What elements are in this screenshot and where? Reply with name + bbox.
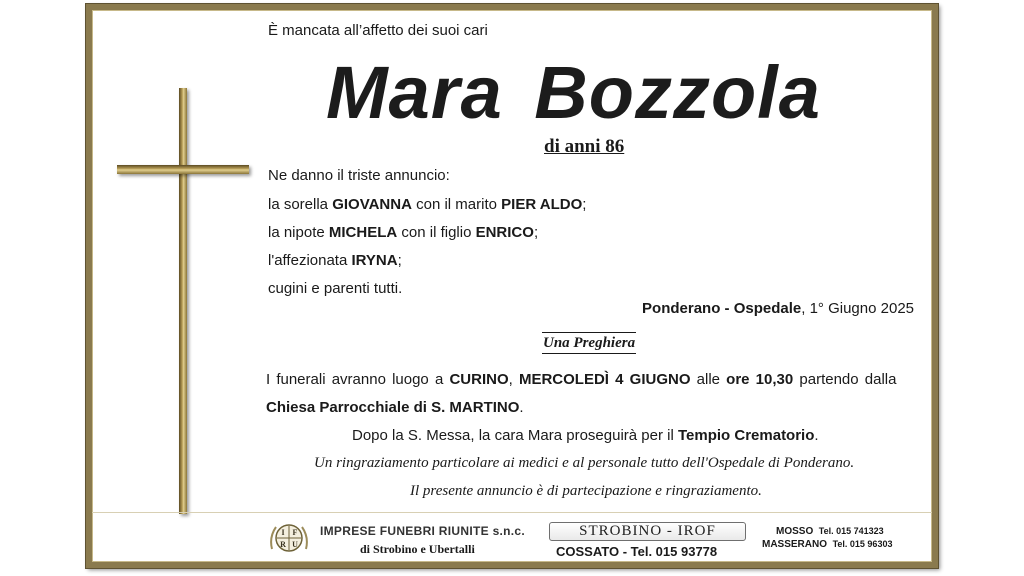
cross-icon-vertical	[179, 88, 187, 514]
logo-letter: U	[292, 540, 298, 549]
logo-letter: I	[281, 528, 285, 537]
thanks-text: Un ringraziamento particolare ai medici e al personale tutto dell'Ospedale di Ponderano.	[314, 455, 855, 471]
announcement-line: Ne danno il triste annuncio:	[268, 167, 450, 184]
funeral-church: Chiesa Parrocchiale di S. MARTINO.	[266, 399, 524, 416]
participation-text: Il presente annuncio è di partecipazione e ringraziamento.	[410, 483, 762, 499]
after-mass: Dopo la S. Messa, la cara Mara proseguirà per il Tempio Crematorio.	[352, 427, 819, 444]
logo-letter: F	[292, 528, 298, 537]
funeral-info: I funerali avranno luogo a CURINO, MERCOLEDÌ 4 GIUGNO alle ore 10,30 partendo dalla	[266, 371, 897, 388]
funeral-time: ore 10,30	[726, 371, 794, 388]
funeral-company-owners: di Strobino e Ubertalli	[360, 542, 475, 556]
funeral-location: CURINO	[449, 371, 509, 388]
relative-niece: la nipote MICHELA con il figlio ENRICO;	[268, 224, 539, 241]
niece-name: MICHELA	[328, 224, 398, 241]
relative-sister: la sorella GIOVANNA con il marito PIER ALDO;	[268, 196, 587, 213]
funeral-day: MERCOLEDÌ 4 GIUGNO	[518, 371, 691, 388]
sister-husband-name: PIER ALDO	[501, 196, 583, 213]
crematorium: Tempio Crematorio	[677, 427, 815, 444]
funeral-company-name: IMPRESE FUNEBRI RIUNITE s.n.c.	[320, 524, 526, 538]
strobino-irof-badge: STROBINO - IROF	[549, 522, 746, 541]
deceased-age: di anni 86	[544, 136, 625, 157]
caregiver-name: IRYNA	[351, 252, 398, 269]
mosso-contact: MOSSO Tel. 015 741323	[776, 526, 884, 537]
sister-name: GIOVANNA	[332, 196, 412, 213]
prayer-heading: Una Preghiera	[542, 332, 636, 354]
relative-caregiver: l'affezionata IRYNA;	[268, 252, 402, 269]
footer-divider	[92, 512, 932, 513]
church-name: Chiesa Parrocchiale di S. MARTINO	[266, 399, 520, 416]
place: Ponderano - Ospedale	[642, 300, 802, 317]
masserano-contact: MASSERANO Tel. 015 96303	[762, 539, 893, 550]
ifru-logo-icon	[268, 521, 310, 555]
logo-letter: R	[280, 540, 286, 549]
deceased-name: Mara Bozzola	[326, 51, 821, 134]
cossato-phone: COSSATO - Tel. 015 93778	[556, 544, 718, 559]
niece-son-name: ENRICO	[475, 224, 534, 241]
intro-text: È mancata all’affetto dei suoi cari	[268, 22, 488, 39]
place-date	[642, 300, 914, 317]
cross-icon-horizontal	[117, 165, 249, 174]
date: , 1° Giugno 2025	[801, 300, 914, 317]
relatives-others: cugini e parenti tutti.	[268, 280, 403, 297]
